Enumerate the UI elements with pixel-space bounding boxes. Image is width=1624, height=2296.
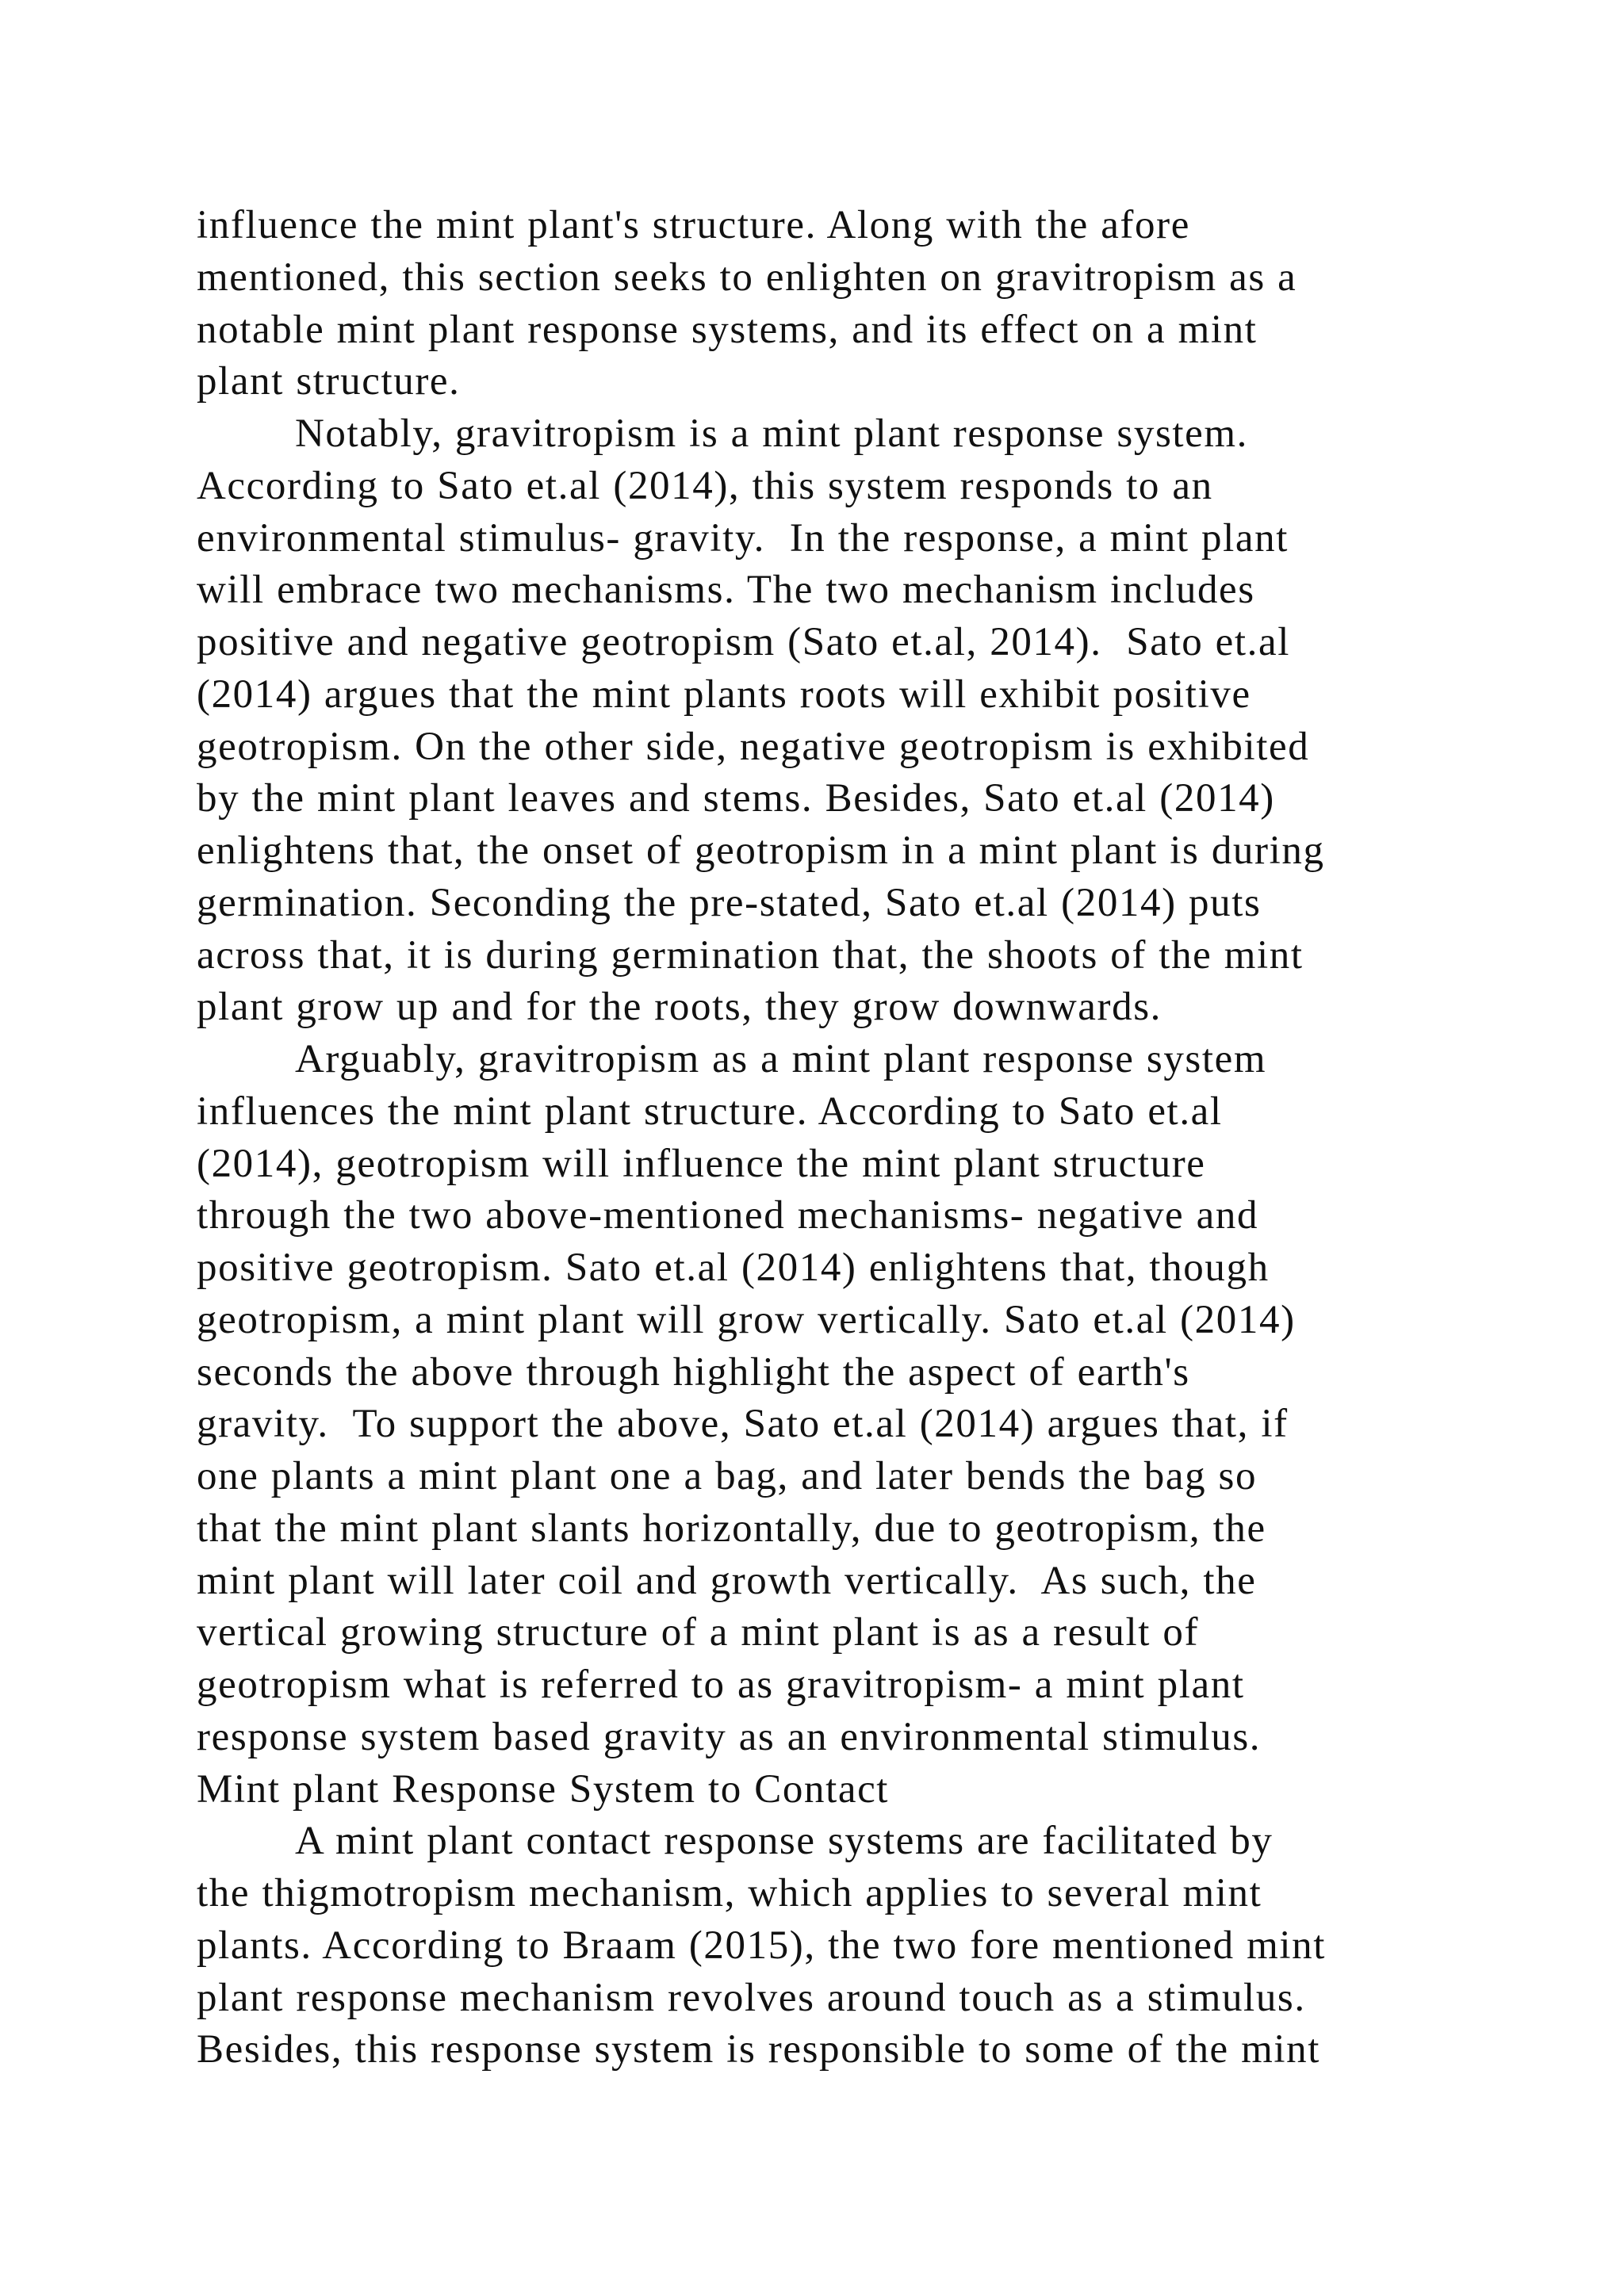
text-line: the thigmotropism mechanism, which applies to several mint [197,1871,1262,1915]
text-line: through the two above-mentioned mechanisms- negative and [197,1193,1259,1238]
text-line: geotropism. On the other side, negative geotropism is exhibited [197,724,1310,769]
text-line: positive geotropism. Sato et.al (2014) enlightens that, though [197,1246,1270,1290]
text-line: geotropism what is referred to as gravitropism- a mint plant [197,1663,1245,1707]
text-line: (2014) argues that the mint plants roots will exhibit positive [197,672,1251,717]
text-line: will embrace two mechanisms. The two mechanism includes [197,568,1255,613]
text-line: enlightens that, the onset of geotropism in a mint plant is during [197,828,1325,873]
text-line: positive and negative geotropism (Sato et.al, 2014). Sato et.al [197,620,1291,664]
text-line: germination. Seconding the pre-stated, Sato et.al (2014) puts [197,880,1262,925]
text-line: (2014), geotropism will influence the mint plant structure [197,1141,1206,1186]
paragraph-first-line: A mint plant contact response systems are facilitated by [295,1819,1274,1864]
paragraph-first-line: Notably, gravitropism is a mint plant response system. [295,411,1249,456]
text-line: Mint plant Response System to Contact [197,1766,890,1812]
text-line: environmental stimulus- gravity. In the response, a mint plant [197,515,1289,561]
text-line: mint plant will later coil and growth vertically. As such, the [197,1558,1257,1603]
text-line: plant response mechanism revolves around touch as a stimulus. [197,1975,1306,2020]
text-line: Besides, this response system is responsible to some of the mint [197,2027,1321,2072]
text-line: According to Sato et.al (2014), this system responds to an [197,463,1213,508]
text-line: vertical growing structure of a mint plant is as a result of [197,1610,1200,1655]
text-line: across that, it is during germination that, the shoots of the mint [197,932,1304,978]
text-line: plant grow up and for the roots, they grow downwards. [197,985,1162,1030]
text-line: seconds the above through highlight the aspect of earth's [197,1349,1190,1395]
text-line: by the mint plant leaves and stems. Besides, Sato et.al (2014) [197,776,1275,821]
paragraph-first-line: Arguably, gravitropism as a mint plant response system [295,1037,1267,1081]
text-line: plants. According to Braam (2015), the two fore mentioned mint [197,1923,1326,1968]
text-line: one plants a mint plant one a bag, and later bends the bag so [197,1454,1258,1498]
text-line: response system based gravity as an environmental stimulus. [197,1714,1262,1759]
text-line: notable mint plant response systems, and its effect on a mint [197,307,1258,352]
text-line: gravity. To support the above, Sato et.al (2014) argues that, if [197,1402,1289,1447]
text-line: plant structure. [197,359,461,404]
text-line: that the mint plant slants horizontally, due to geotropism, the [197,1506,1266,1551]
text-line: geotropism, a mint plant will grow vertically. Sato et.al (2014) [197,1297,1296,1342]
text-line: mentioned, this section seeks to enlighten on gravitropism as a [197,254,1297,300]
text-line: influence the mint plant's structure. Along with the afore [197,203,1190,247]
body-text [197,200,1497,2076]
text-line: influences the mint plant structure. According to Sato et.al [197,1089,1223,1134]
